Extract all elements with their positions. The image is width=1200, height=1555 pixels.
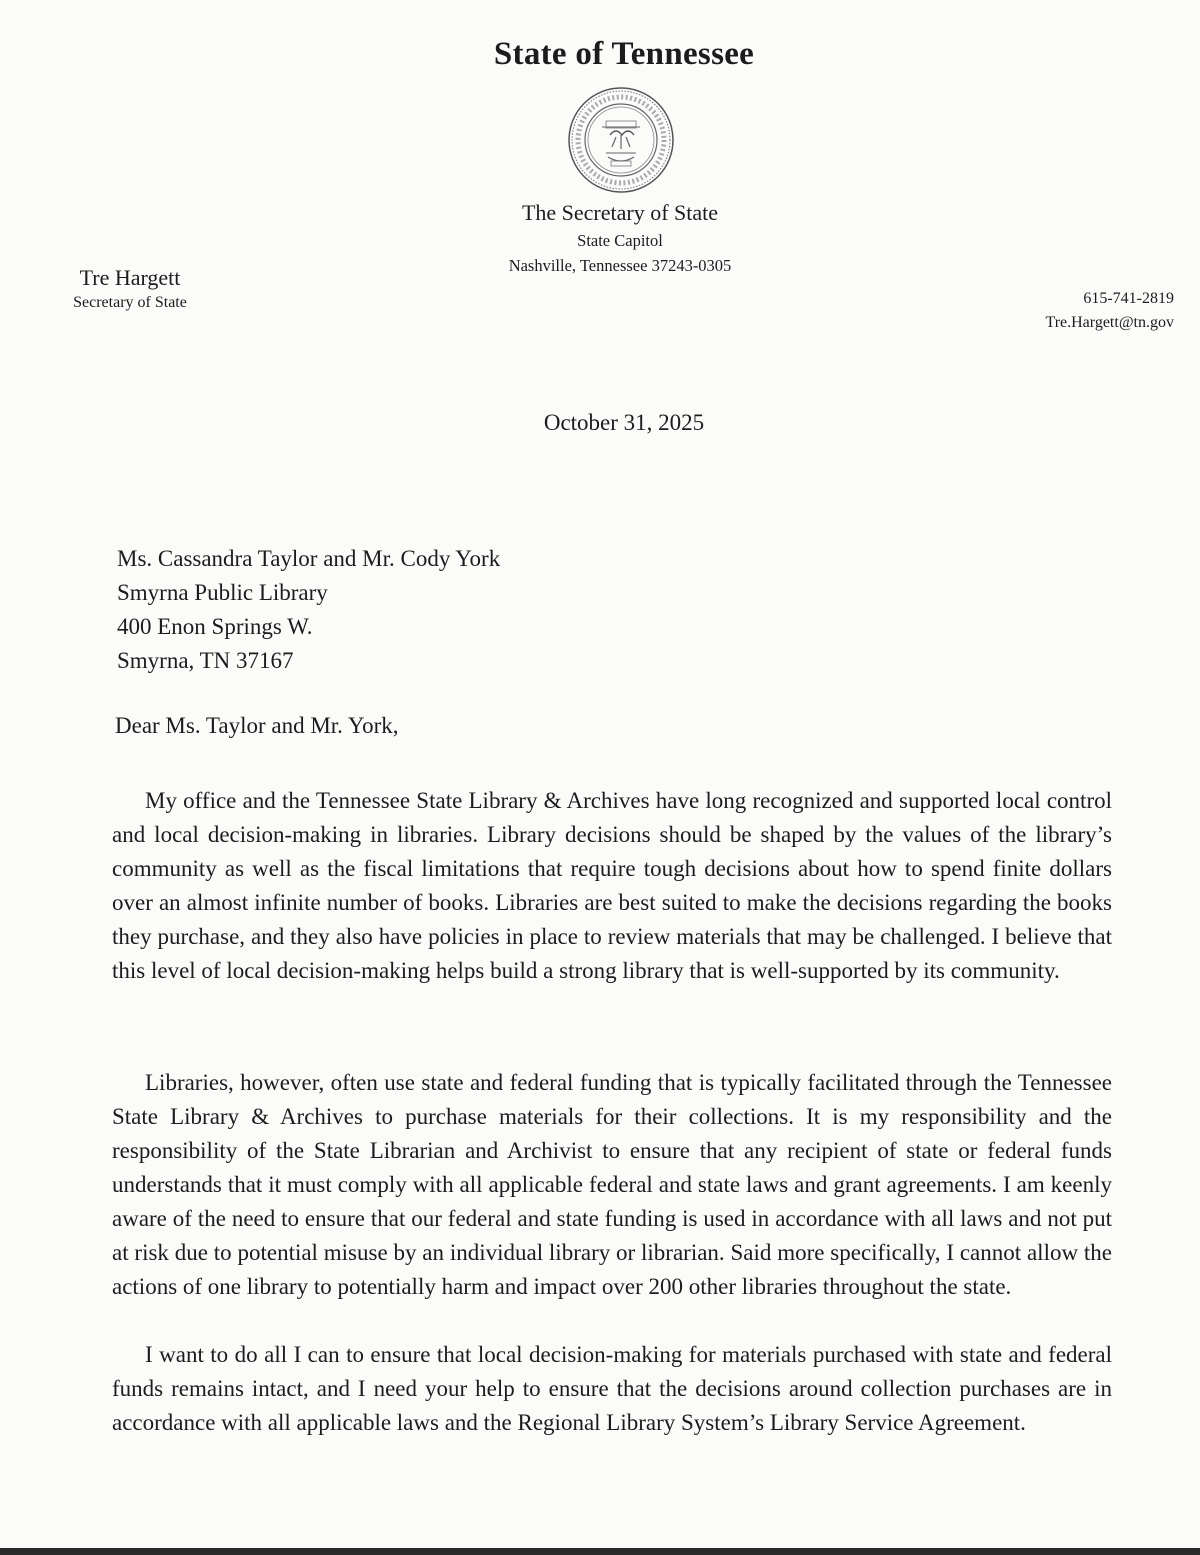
recipient-address (117, 542, 500, 678)
page-bottom-edge (0, 1548, 1200, 1555)
state-seal-icon (566, 85, 676, 195)
sender-block (40, 264, 220, 314)
sender-title: Secretary of State (73, 294, 187, 311)
recipient-street: 400 Enon Springs W. (117, 614, 313, 639)
state-title: State of Tennessee (493, 36, 755, 72)
body-paragraph-2: Libraries, however, often use state and federal funding that is typically facilitated through the Tennessee State Library & Archives to purchase materials for their collections. It is my responsibility and the responsibility of the State Librarian and Archivist to ensure that any recipient of state or federal funds understands that it must comply with all applicable federal and state laws and grant agreements. I am keenly aware of the need to ensure that our federal and state funding is used in accordance with all laws and not put at risk due to potential misuse by an individual library or librarian. Said more specifically, I cannot allow the actions of one library to potentially harm and impact over 200 other libraries throughout the state. (112, 1070, 1112, 1299)
sender-email: Tre.Hargett@tn.gov (1045, 314, 1174, 331)
office-building: State Capitol (577, 231, 663, 250)
body-paragraph-3: I want to do all I can to ensure that local decision-making for materials purchased with state and federal funds remains intact, and I need your help to ensure that the decisions around collection purchases are in accordance with all applicable laws and the Regional Library System’s Library Service Agreement. (112, 1342, 1112, 1435)
sender-phone: 615-741-2819 (1083, 290, 1174, 307)
contact-block (1045, 287, 1174, 335)
recipient-city: Smyrna, TN 37167 (117, 648, 294, 673)
office-block (420, 198, 820, 278)
sender-name: Tre Hargett (79, 265, 181, 290)
body-paragraph-1: My office and the Tennessee State Library & Archives have long recognized and supported local control and local decision-making in libraries. Library decisions should be shaped by the values of the library’s community as well as the fiscal limitations that require tough decisions about how to spend finite dollars over an almost infinite number of books. Libraries are best suited to make the decisions regarding the books they purchase, and they also have policies in place to review materials that may be challenged. I believe that this level of local decision-making helps build a strong library that is well-supported by its community. (112, 788, 1112, 983)
recipient-names: Ms. Cassandra Taylor and Mr. Cody York (117, 546, 501, 571)
office-title: The Secretary of State (521, 200, 719, 225)
letter-date: October 31, 2025 (543, 410, 705, 435)
salutation: Dear Ms. Taylor and Mr. York, (115, 713, 399, 738)
recipient-organization: Smyrna Public Library (117, 580, 328, 605)
office-address: Nashville, Tennessee 37243-0305 (508, 256, 732, 275)
